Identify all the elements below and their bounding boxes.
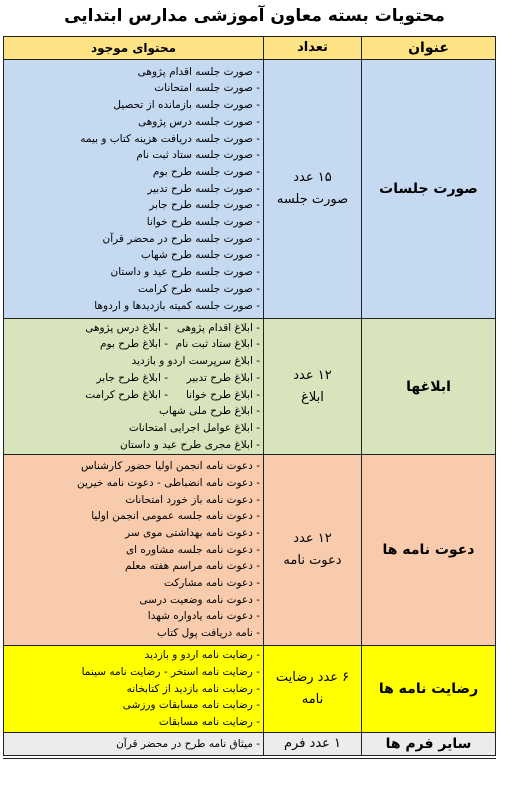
list-item: - دعوت نامه بهداشتی موی سر [125, 526, 260, 539]
row-count-line2: دعوت نامه [283, 553, 342, 568]
table-header-row [4, 37, 496, 60]
page-title: محتویات بسته معاون آموزشی مدارس ابتدایی [64, 6, 445, 26]
row-count-line1: ۱۲ عدد [293, 531, 332, 546]
row-count-line2: ابلاغ [301, 389, 324, 405]
list-item: - دعوت نامه مراسم هفته معلم [124, 560, 260, 573]
list-item: - دعوت نامه انجمن اولیا حضور کارشناس [80, 460, 260, 473]
list-item: - دعوت نامه وضعیت درسی [139, 593, 260, 606]
list-item: - دعوت نامه جلسه مشاوره ای [125, 543, 260, 556]
row-count-line1: ۶ عدد رضایت نامه [275, 670, 350, 707]
list-item [4, 336, 260, 353]
row-title: ابلاغها [362, 319, 496, 455]
list-item-part: - ابلاغ طرح خوانا [185, 388, 260, 401]
list-item-part: - ابلاغ طرح کرامت [85, 388, 168, 401]
list-item: - رضایت نامه مسابقات [158, 716, 260, 729]
row-items [4, 733, 264, 756]
row-count-line1: ۱۵ عدد [293, 170, 332, 185]
list-item: - صورت جلسه اقدام پژوهی [137, 65, 260, 78]
table-row-notices [4, 319, 496, 455]
list-item-part: - ابلاغ درس پژوهی [85, 321, 168, 334]
list-item: - دعوت نامه جلسه عمومی انجمن اولیا [91, 510, 260, 523]
bottom-rule [3, 758, 496, 759]
row-count [264, 60, 362, 319]
list-item: - صورت جلسه کمیته بازدیدها و اردوها [94, 299, 260, 312]
list-item: - نامه دریافت پول کتاب [157, 627, 260, 640]
table-row-invitations [4, 455, 496, 646]
list-item: - دعوت نامه یادواره شهدا [147, 610, 260, 623]
list-item [4, 320, 260, 337]
row-title: رضایت نامه ها [362, 646, 496, 733]
row-title: دعوت نامه ها [362, 455, 496, 646]
contents-table [3, 36, 496, 756]
list-item: - صورت جلسه دریافت هزینه کتاب و بیمه [80, 132, 260, 145]
list-item: - رضایت نامه استخر - رضایت نامه سینما [81, 665, 260, 678]
row-items [4, 60, 264, 319]
list-item: - میثاق نامه طرح در محضر قرآن [116, 737, 260, 750]
table-row-consents [4, 646, 496, 733]
row-title: سایر فرم ها [362, 733, 496, 756]
list-item-part: - ابلاغ طرح بوم [100, 338, 168, 351]
list-item: - دعوت نامه باز خورد امتحانات [125, 493, 260, 506]
list-item: - رضایت نامه مسابقات ورزشی [122, 699, 260, 712]
row-items [4, 455, 264, 646]
row-count-line2: صورت جلسه [276, 192, 349, 207]
list-item: - ابلاغ مجری طرح عید و داستان [119, 438, 260, 451]
row-count-line1: ۱۲ عدد [293, 367, 332, 383]
list-item: - صورت جلسه امتحانات [154, 82, 260, 95]
row-count [264, 646, 362, 733]
list-item: - صورت جلسه طرح بوم [152, 165, 260, 178]
list-item [4, 370, 260, 387]
list-item-part: - ابلاغ اقدام پژوهی [176, 321, 260, 334]
list-item: - دعوت نامه مشارکت [164, 577, 260, 590]
list-item: - صورت جلسه طرح جابر [149, 199, 260, 212]
row-count [264, 319, 362, 455]
list-item: - صورت جلسه طرح کرامت [138, 282, 260, 295]
list-item: - صورت جلسه ستاد ثبت نام [136, 149, 260, 162]
list-item: - رضایت نامه بازدید از کتابخانه [126, 682, 260, 695]
list-item-part: - ابلاغ طرح جابر [96, 371, 168, 384]
list-item: - صورت جلسه طرح خوانا [146, 216, 260, 229]
list-item: - ابلاغ سرپرست اردو و بازدید [131, 355, 260, 368]
row-title: صورت جلسات [362, 60, 496, 319]
header-contents: محتوای موجود [4, 37, 264, 60]
list-item: - صورت جلسه طرح شهاب [140, 249, 260, 262]
row-count [264, 455, 362, 646]
list-item: - رضایت نامه اردو و بازدید [144, 649, 260, 662]
row-items [4, 319, 264, 455]
row-items [4, 646, 264, 733]
header-title: عنوان [362, 37, 496, 60]
list-item: - دعوت نامه انضباطی - دعوت نامه خیرین [77, 476, 260, 489]
row-count-line1: ۱ عدد فرم [283, 736, 342, 751]
list-item: - صورت جلسه طرح عید و داستان [110, 266, 260, 279]
list-item-part: - ابلاغ طرح تدبیر [186, 371, 260, 384]
list-item: - صورت جلسه طرح تدبیر [147, 182, 260, 195]
list-item [4, 387, 260, 404]
list-item-part: - ابلاغ ستاد ثبت نام [175, 338, 260, 351]
list-item: - صورت جلسه درس پژوهی [137, 115, 260, 128]
list-item: - صورت جلسه بازمانده از تحصیل [113, 99, 260, 112]
list-item: - صورت جلسه طرح در محضر قرآن [102, 232, 260, 245]
list-item: - ابلاغ عوامل اجرایی امتحانات [128, 421, 260, 434]
list-item: - ابلاغ طرح ملی شهاب [158, 405, 260, 418]
row-count [264, 733, 362, 756]
header-count: تعداد [264, 37, 362, 60]
table-row-other-forms [4, 733, 496, 756]
table-row-minutes [4, 60, 496, 319]
